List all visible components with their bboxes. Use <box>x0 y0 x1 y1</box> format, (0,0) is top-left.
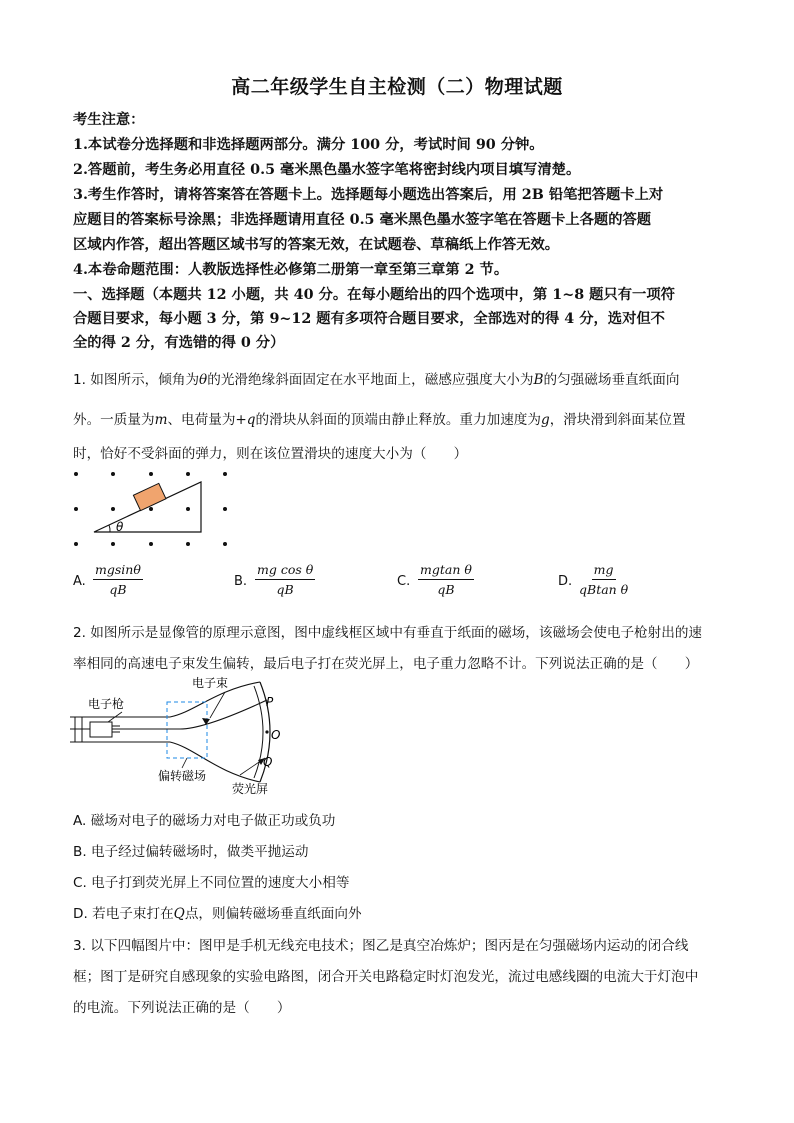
angle-arc <box>109 525 110 532</box>
notice-item: 1.本试卷分选择题和非选择题两部分。满分 100 分，考试时间 90 分钟。 <box>73 137 544 153</box>
electron-beam <box>120 700 267 729</box>
section-header <box>73 283 723 355</box>
q1-figure <box>68 466 238 550</box>
q1-line-3: 时，恰好不受斜面的弹力，则在该位置滑块的速度大小为（ ） <box>73 446 468 462</box>
notice-item: 4.本卷命题范围：人教版选择性必修第二册第一章至第三章第 2 节。 <box>73 262 509 278</box>
q1-option-a-label: A. <box>73 574 86 589</box>
electron-gun <box>90 722 112 737</box>
notice-block <box>73 108 723 283</box>
gun-label: 电子枪 <box>88 697 125 711</box>
q1-line-1: 1. 如图所示，倾角为θ的光滑绝缘斜面固定在水平地面上，磁感应强度大小为B的匀强磁场垂直纸面向 <box>73 372 680 388</box>
section-line: 一、选择题（本题共 12 小题，共 40 分。在每小题给出的四个选项中，第 1~8 题只有一项符 <box>73 287 675 303</box>
q1-option-d-fraction: $\frac{mg}{\text{qBtan θ}}$ <box>579 562 629 597</box>
notice-heading: 考生注意： <box>73 112 145 128</box>
q2-option-c: C. 电子打到荧光屏上不同位置的速度大小相等 <box>73 875 350 891</box>
q2-line-1: 2. 如图所示是显像管的原理示意图，图中虚线框区域中有垂直于纸面的磁场，该磁场会使电子枪射出的速 <box>73 625 703 641</box>
q1-option-a-fraction: $\frac{mgsin\theta}{qB}$ <box>95 562 141 597</box>
notice-item: 3.考生作答时，请将答案答在答题卡上。选择题每小题选出答案后，用 2B 铅笔把答题卡上对 <box>73 187 664 203</box>
q1-line-2: 外。一质量为m、电荷量为+q的滑块从斜面的顶端由静止释放。重力加速度为g，滑块滑到斜面某位置 <box>73 412 686 428</box>
q1-option-b-fraction: $\frac{\text{mg cos θ}}{qB}$ <box>257 562 314 597</box>
q2-line-2: 率相同的高速电子束发生偏转，最后电子打在荧光屏上，电子重力忽略不计。下列说法正确的是（ ） <box>73 656 699 672</box>
q2-option-b: B. 电子经过偏转磁场时，做类平抛运动 <box>73 844 309 860</box>
q1-option-c-fraction: $\frac{\text{mgtan θ}}{qB}$ <box>420 562 472 597</box>
q3-line-3: 的电流。下列说法正确的是（ ） <box>73 1000 291 1016</box>
notice-item: 应题目的答案标号涂黑；非选择题请用直径 0.5 毫米黑色墨水签字笔在答题卡上各题的答题 <box>73 212 652 228</box>
section-line: 合题目要求，每小题 3 分，第 9~12 题有多项符合题目要求，全部选对的得 4 分，选对但不 <box>73 311 665 327</box>
q3-line-2: 框；图丁是研究自感现象的实验电路图，闭合开关电路稳定时灯泡发光，流过电感线圈的电流大于灯泡中 <box>73 969 699 985</box>
q1-option-d-label: D. <box>558 574 573 589</box>
q1-option-c-label: C. <box>397 574 411 589</box>
q2-option-a: A. 磁场对电子的磁场力对电子做正功或负功 <box>73 813 336 829</box>
notice-item: 2.答题前，考生务必用直径 0.5 毫米黑色墨水签字笔将密封线内项目填写清楚。 <box>73 162 581 178</box>
q2-option-d: D. 若电子束打在Q点，则偏转磁场垂直纸面向外 <box>73 906 362 922</box>
slider-block <box>133 483 166 510</box>
q3-line-1: 3. 以下四幅图片中：图甲是手机无线充电技术；图乙是真空冶炼炉；图丙是在匀强磁场内运动的闭合线 <box>73 938 689 954</box>
screen-label: 荧光屏 <box>232 782 269 796</box>
q2-crt-figure <box>70 672 290 802</box>
angle-theta-label: θ <box>116 520 124 534</box>
section-line: 全的得 2 分，有选错的得 0 分） <box>73 335 285 351</box>
field-label: 偏转磁场 <box>158 769 207 783</box>
page-title: 高二年级学生自主检测（二）物理试题 <box>231 76 563 98</box>
point-p-label: P <box>266 695 274 709</box>
point-o-label: O <box>271 728 281 742</box>
notice-item: 区域内作答，超出答题区域书写的答案无效，在试题卷、草稿纸上作答无效。 <box>73 237 560 253</box>
q1-option-b-label: B. <box>234 574 248 589</box>
magnetic-field-dots <box>74 472 227 546</box>
point-q-label: Q <box>263 755 273 769</box>
beam-label: 电子束 <box>192 676 229 690</box>
